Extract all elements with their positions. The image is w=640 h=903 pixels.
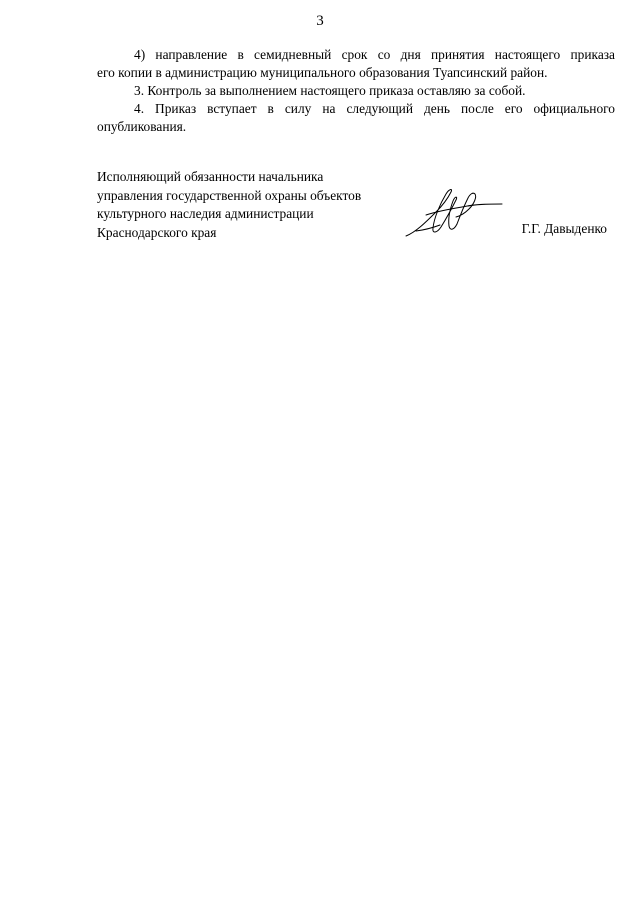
handwritten-signature xyxy=(402,182,512,238)
signatory-position-line-3: культурного наследия администрации xyxy=(97,206,314,221)
paragraph-clause-3: 3. Контроль за выполнением настоящего приказа оставляю за собой. xyxy=(134,83,526,98)
page-number: 3 xyxy=(316,13,324,29)
paragraph-clause-4-continuation: опубликования. xyxy=(97,119,187,134)
signatory-position-line-2: управления государственной охраны объектов xyxy=(97,187,362,203)
signatory-position xyxy=(97,168,417,242)
signatory-name: Г.Г. Давыденко xyxy=(521,221,607,236)
paragraph-item-4-continuation: его копии в администрацию муниципального образования Туапсинский район. xyxy=(97,65,548,80)
signatory-position-line-1: Исполняющий обязанности начальника xyxy=(97,169,324,184)
paragraph-clause-4-first-line: 4. Приказ вступает в силу на следующий день после его официального xyxy=(134,101,615,116)
signature-block xyxy=(97,168,615,248)
document-body xyxy=(97,46,615,136)
paragraph-item-4-first-line: 4) направление в семидневный срок со дня принятия настоящего приказа xyxy=(134,47,615,62)
signatory-position-line-4: Краснодарского края xyxy=(97,224,217,240)
